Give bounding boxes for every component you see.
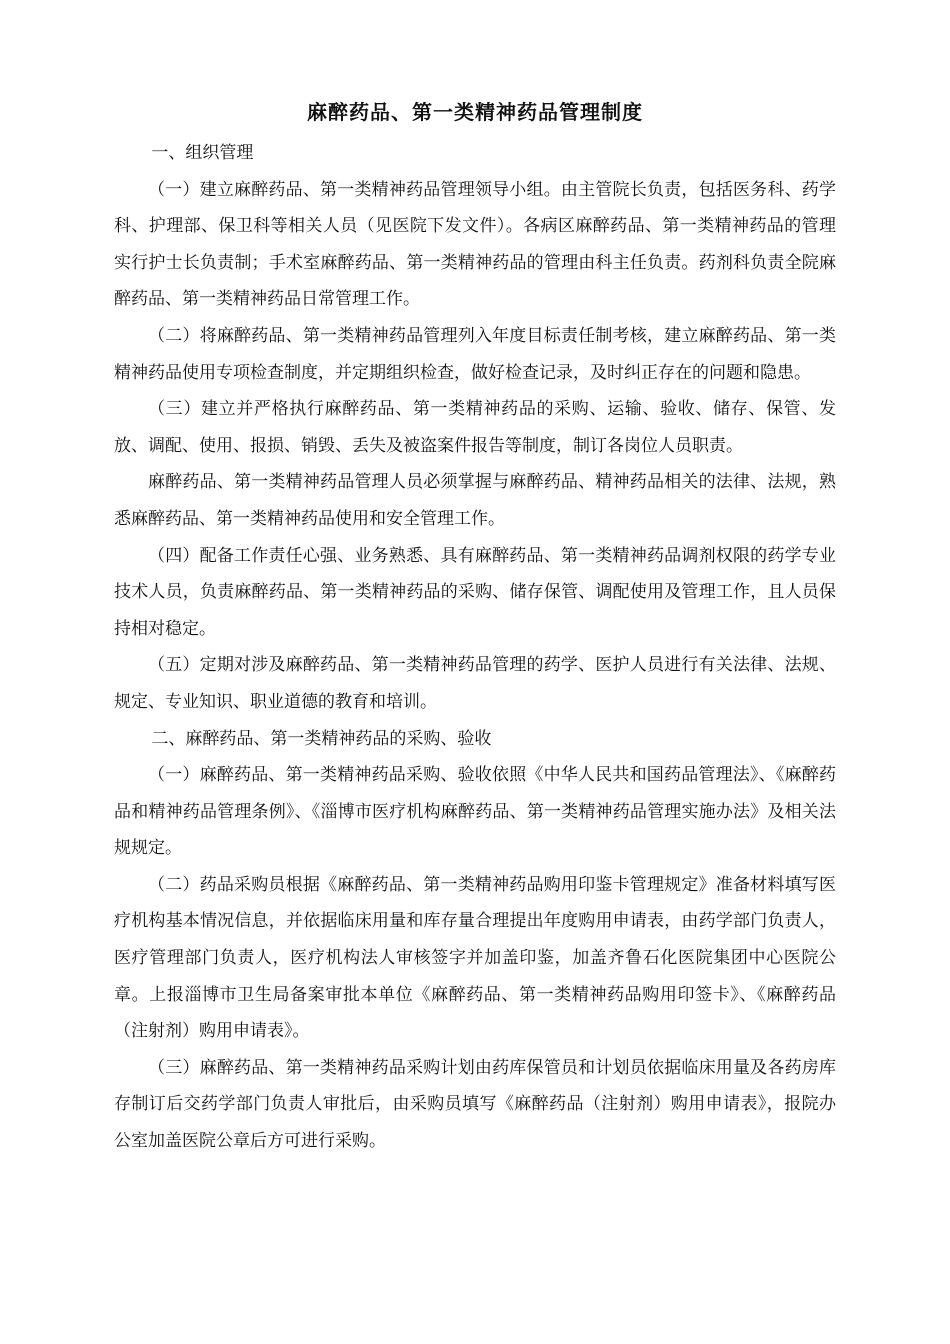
paragraph: （五）定期对涉及麻醉药品、第一类精神药品管理的药学、医护人员进行有关法律、法规、规定、专业知识、职业道德的教育和培训。 xyxy=(114,655,836,712)
paragraph: （二）药品采购员根据《麻醉药品、第一类精神药品购用印鉴卡管理规定》准备材料填写医疗机构基本情况信息，并依据临床用量和库存量合理提出年度购用申请表，由药学部门负责人，医疗管理部门负责人，医疗机构法人审核签字并加盖印鉴，加盖齐鲁石化医院集团中心医院公章。上报淄博市卫生局备案审批本单位《麻醉药品、第一类精神药品购用印签卡》、《麻醉药品（注射剂）购用申请表》。 xyxy=(114,874,836,1042)
paragraph: （四）配备工作责任心强、业务熟悉、具有麻醉药品、第一类精神药品调剂权限的药学专业技术人员，负责麻醉药品、第一类精神药品的采购、储存保管、调配使用及管理工作，且人员保持相对稳定。 xyxy=(114,545,836,639)
paragraph: （三）建立并严格执行麻醉药品、第一类精神药品的采购、运输、验收、储存、保管、发放、调配、使用、报损、销毁、丢失及被盗案件报告等制度，制订各岗位人员职责。 xyxy=(114,399,836,456)
section-heading-procurement: 二、麻醉药品、第一类精神药品的采购、验收 xyxy=(151,728,492,749)
section-heading-organization: 一、组织管理 xyxy=(151,143,254,163)
paragraph: （一）建立麻醉药品、第一类精神药品管理领导小组。由主管院长负责，包括医务科、药学科、护理部、保卫科等相关人员（见医院下发文件）。各病区麻醉药品、第一类精神药品的管理实行护士长负责制；手术室麻醉药品、第一类精神药品的管理由科主任负责。药剂科负责全院麻醉药品、第一类精神药品日常管理工作。 xyxy=(114,179,836,310)
paragraph: （三）麻醉药品、第一类精神药品采购计划由药库保管员和计划员依据临床用量及各药房库存制订后交药学部门负责人审批后，由采购员填写《麻醉药品（注射剂）购用申请表》，报院办公室加盖医院公章后方可进行采购。 xyxy=(114,1057,836,1152)
paragraph: 麻醉药品、第一类精神药品管理人员必须掌握与麻醉药品、精神药品相关的法律、法规，熟悉麻醉药品、第一类精神药品使用和安全管理工作。 xyxy=(114,472,836,529)
paragraph: （二）将麻醉药品、第一类精神药品管理列入年度目标责任制考核，建立麻醉药品、第一类精神药品使用专项检查制度，并定期组织检查，做好检查记录，及时纠正存在的问题和隐患。 xyxy=(114,325,836,383)
document-title: 麻醉药品、第一类精神药品管理制度 xyxy=(307,100,643,124)
paragraph: （一）麻醉药品、第一类精神药品采购、验收依照《中华人民共和国药品管理法》、《麻醉药品和精神药品管理条例》、《淄博市医疗机构麻醉药品、第一类精神药品管理实施办法》及相关法规规定。 xyxy=(114,765,836,859)
document-body xyxy=(114,135,836,1160)
